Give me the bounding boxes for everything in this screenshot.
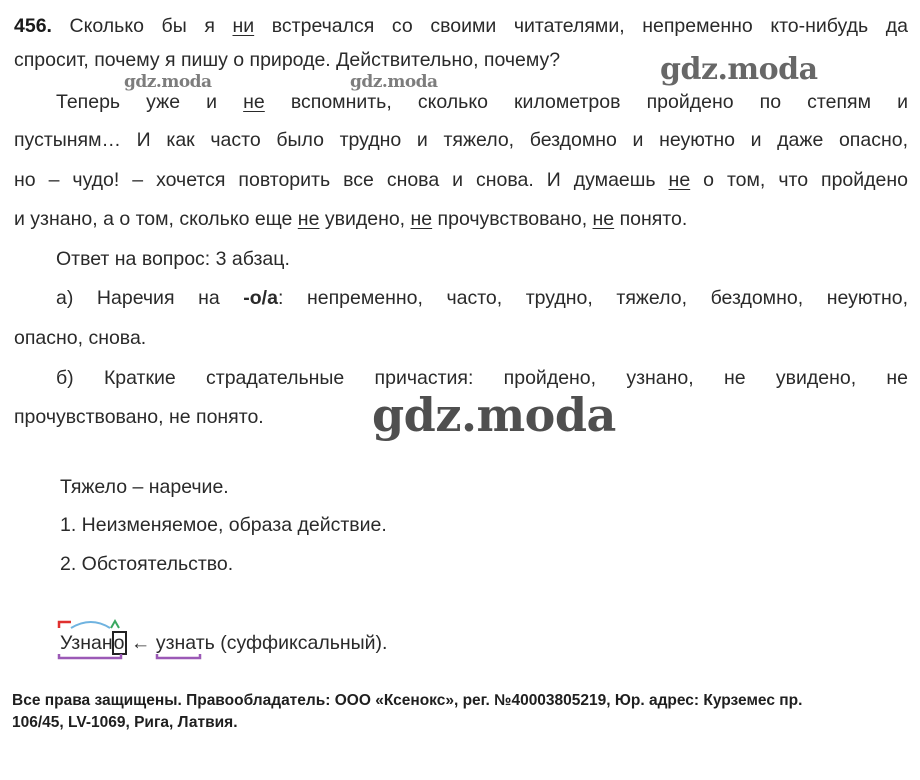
text-line-6: и узнано, а о том, сколько еще не увидено, не прочувствовано, не понято. bbox=[14, 208, 688, 230]
text-line-1: 456. Сколько бы я ни встречался со своими читателями, непременно кто-нибудь да bbox=[14, 15, 909, 37]
exercise-number: 456. bbox=[14, 15, 52, 37]
word-formation-line bbox=[60, 630, 387, 656]
particle-ni: ни bbox=[232, 15, 255, 37]
watermark-small: gdz.moda bbox=[124, 72, 212, 92]
analysis-line-1: Тяжело – наречие. bbox=[60, 476, 229, 498]
word-prefix: У bbox=[60, 632, 72, 654]
particle-ne: не bbox=[297, 208, 320, 230]
formation-method: (суффиксальный). bbox=[214, 632, 388, 654]
analyzed-word bbox=[60, 630, 126, 656]
text-line-4: пустыням… И как часто было трудно и тяжело, бездомно и неуютно и даже опасно, bbox=[14, 129, 908, 151]
item-b-line-2: прочувствовано, не понято. bbox=[14, 406, 264, 428]
watermark-medium: gdz.moda bbox=[660, 52, 818, 87]
answer-line: Ответ на вопрос: 3 абзац. bbox=[56, 248, 290, 270]
particle-ne: не bbox=[668, 169, 691, 191]
watermark-large: gdz.moda bbox=[372, 388, 616, 442]
word-suffix: н bbox=[101, 632, 113, 654]
word-root: зна bbox=[71, 632, 102, 654]
analysis-line-2: 1. Неизменяемое, образа действие. bbox=[60, 514, 387, 536]
suffix-highlight: -о/а bbox=[243, 287, 278, 309]
particle-ne: не bbox=[592, 208, 615, 230]
particle-ne: не bbox=[410, 208, 433, 230]
word-ending: о bbox=[113, 632, 125, 654]
text-line-3: Теперь уже и не вспомнить, сколько километров пройдено по степям и bbox=[56, 91, 909, 113]
particle-ne: не bbox=[243, 91, 265, 113]
morpheme-marks bbox=[58, 620, 138, 668]
copyright-line-1: Все права защищены. Правообладатель: ООО «Ксенокс», рег. №40003805219, Юр. адрес: Курземес пр. bbox=[12, 692, 803, 709]
item-a-line-1: а) Наречия на -о/а: непременно, часто, трудно, тяжело, бездомно, неуютно, bbox=[56, 287, 908, 309]
source-word: узнать bbox=[156, 630, 215, 656]
text-line-2: спросит, почему я пишу о природе. Действительно, почему? bbox=[14, 49, 561, 71]
text-line-5: но – чудо! – хочется повторить все снова и снова. И думаешь не о том, что пройдено bbox=[14, 169, 908, 191]
item-b-line-1: б) Краткие страдательные причастия: пройдено, узнано, не увидено, не bbox=[56, 367, 908, 389]
base-mark bbox=[156, 654, 206, 664]
copyright-line-2: 106/45, LV-1069, Рига, Латвия. bbox=[12, 714, 238, 731]
analysis-line-3: 2. Обстоятельство. bbox=[60, 553, 234, 575]
watermark-small: gdz.moda bbox=[350, 72, 438, 92]
item-a-line-2: опасно, снова. bbox=[14, 327, 147, 349]
derivation-arrow: ← bbox=[125, 632, 156, 654]
